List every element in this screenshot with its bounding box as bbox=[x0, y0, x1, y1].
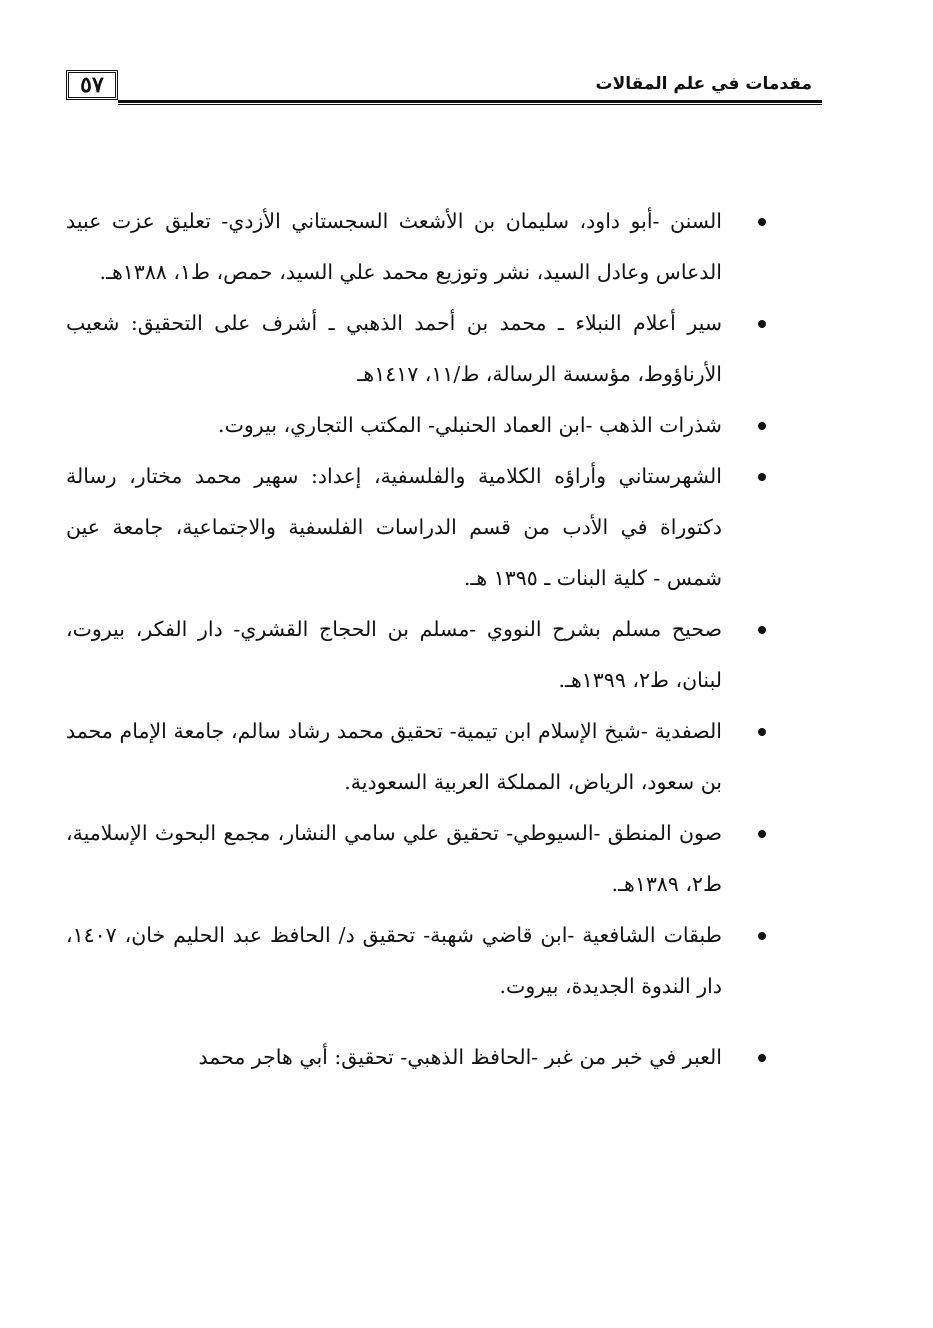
header-rule bbox=[118, 100, 822, 105]
reference-item bbox=[66, 1032, 766, 1083]
reference-item bbox=[66, 298, 766, 400]
reference-item bbox=[66, 196, 766, 298]
reference-text: صون المنطق -السيوطي- تحقيق علي سامي النشار، مجمع البحوث الإسلامية، ط٢، ١٣٨٩هـ. bbox=[66, 821, 722, 896]
reference-text: السنن -أبو داود، سليمان بن الأشعث السجستاني الأزدي- تعليق عزت عبيد الدعاس وعادل السيد، نشر وتوزيع محمد علي السيد، حمص، ط١، ١٣٨٨هـ. bbox=[66, 209, 722, 284]
bullet-icon bbox=[758, 218, 766, 226]
reference-item bbox=[66, 604, 766, 706]
reference-text: الصفدية -شيخ الإسلام ابن تيمية- تحقيق محمد رشاد سالم، جامعة الإمام محمد بن سعود، الرياض، المملكة العربية السعودية. bbox=[66, 719, 722, 794]
page-header bbox=[66, 68, 822, 108]
running-title: مقدمات في علم المقالات bbox=[595, 74, 812, 94]
page-number: ٥٧ bbox=[66, 70, 118, 100]
bullet-icon bbox=[758, 1054, 766, 1062]
bullet-icon bbox=[758, 728, 766, 736]
reference-text: طبقات الشافعية -ابن قاضي شهبة- تحقيق د/ الحافظ عبد الحليم خان، ١٤٠٧، دار الندوة الجديدة، بيروت. bbox=[66, 923, 722, 998]
bullet-icon bbox=[758, 320, 766, 328]
bullet-icon bbox=[758, 473, 766, 481]
reference-item bbox=[66, 451, 766, 604]
reference-item bbox=[66, 706, 766, 808]
bullet-icon bbox=[758, 830, 766, 838]
reference-text: صحيح مسلم بشرح النووي -مسلم بن الحجاج القشري- دار الفكر، بيروت، لبنان، ط٢، ١٣٩٩هـ. bbox=[66, 617, 722, 692]
reference-text: شذرات الذهب -ابن العماد الحنبلي- المكتب التجاري، بيروت. bbox=[218, 413, 722, 437]
reference-list bbox=[66, 196, 766, 1083]
reference-text: الشهرستاني وأراؤه الكلامية والفلسفية، إعداد: سهير محمد مختار، رسالة دكتوراة في الأدب من قسم الدراسات الفلسفية والاجتماعية، جامعة عين شمس - كلية البنات ـ ١٣٩٥ هـ. bbox=[66, 464, 722, 590]
reference-item bbox=[66, 910, 766, 1012]
bullet-icon bbox=[758, 422, 766, 430]
bullet-icon bbox=[758, 626, 766, 634]
reference-item bbox=[66, 400, 766, 451]
reference-item bbox=[66, 808, 766, 910]
bullet-icon bbox=[758, 932, 766, 940]
reference-text: سير أعلام النبلاء ـ محمد بن أحمد الذهبي ـ أشرف على التحقيق: شعيب الأرناؤوط، مؤسسة الرسالة، ط/١١، ١٤١٧هـ bbox=[66, 311, 722, 386]
reference-text: العبر في خبر من غبر -الحافظ الذهبي- تحقيق: أبي هاجر محمد bbox=[198, 1045, 722, 1069]
